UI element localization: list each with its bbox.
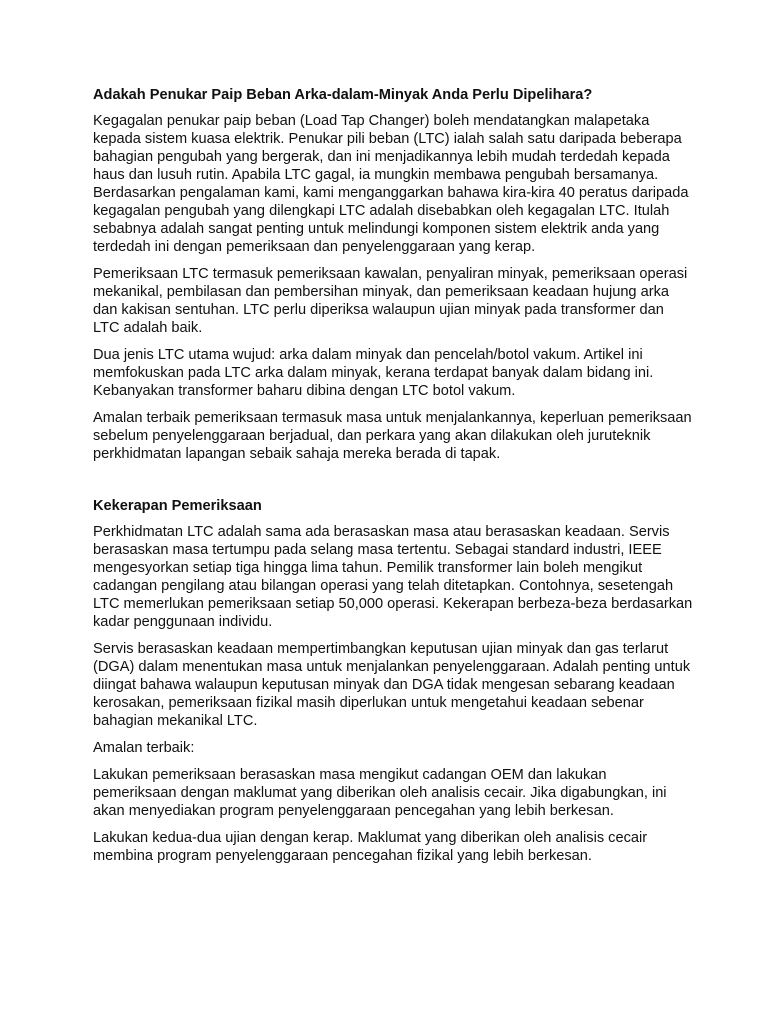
intro-paragraph-1: Kegagalan penukar paip beban (Load Tap Changer) boleh mendatangkan malapetaka kepada sistem kuasa elektrik. Penukar pili beban (LTC) ialah salah satu daripada beberapa bahagian pengubah yang bergerak, dan ini menjadikannya lebih mudah terdedah kepada haus dan lusuh rutin. Apabila LTC gagal, ia mungkin membawa pengubah bersamanya. Berdasarkan pengalaman kami, kami menganggarkan bahawa kira-kira 40 peratus daripada kegagalan pengubah yang dilengkapi LTC adalah disebabkan oleh kegagalan LTC. Itulah sebabnya adalah sangat penting untuk melindungi komponen sistem elektrik anda yang terdedah ini dengan pemeriksaan dan penyelenggaraan yang kerap. <box>93 113 689 255</box>
document-title: Adakah Penukar Paip Beban Arka-dalam-Minyak Anda Perlu Dipelihara? <box>93 87 593 103</box>
document-body <box>93 86 693 874</box>
intro-paragraph-4: Amalan terbaik pemeriksaan termasuk masa untuk menjalankannya, keperluan pemeriksaan sebelum penyelenggaraan berjadual, dan perkara yang akan dilakukan oleh juruteknik perkhidmatan lapangan sebaik sahaja mereka berada di tapak. <box>93 410 692 462</box>
section-paragraph-5: Lakukan kedua-dua ujian dengan kerap. Maklumat yang diberikan oleh analisis cecair membina program penyelenggaraan pencegahan fizikal yang lebih berkesan. <box>93 830 648 864</box>
section-paragraph-1: Perkhidmatan LTC adalah sama ada berasaskan masa atau berasaskan keadaan. Servis berasaskan masa tertumpu pada selang masa tertentu. Sebagai standard industri, IEEE mengesyorkan setiap tiga hingga lima tahun. Pemilik transformer lain boleh mengikut cadangan pengilang atau bilangan operasi yang telah ditetapkan. Contohnya, sesetengah LTC memerlukan pemeriksaan setiap 50,000 operasi. Kekerapan berbeza-beza berdasarkan kadar penggunaan individu. <box>93 524 693 630</box>
intro-paragraph-3: Dua jenis LTC utama wujud: arka dalam minyak dan pencelah/botol vakum. Artikel ini memfokuskan pada LTC arka dalam minyak, kerana terdapat banyak dalam bidang ini. Kebanyakan transformer baharu dibina dengan LTC botol vakum. <box>93 347 654 399</box>
section-paragraph-3: Amalan terbaik: <box>93 740 195 756</box>
section-heading: Kekerapan Pemeriksaan <box>93 498 262 514</box>
section-paragraph-2: Servis berasaskan keadaan mempertimbangkan keputusan ujian minyak dan gas terlarut (DGA) dalam menentukan masa untuk menjalankan penyelenggaraan. Adalah penting untuk diingat bahawa walaupun keputusan minyak dan DGA tidak mengesan sebarang keadaan kerosakan, pemeriksaan fizikal masih diperlukan untuk mengetahui keadaan sebenar bahagian mekanikal LTC. <box>93 641 691 729</box>
section-paragraph-4: Lakukan pemeriksaan berasaskan masa mengikut cadangan OEM dan lakukan pemeriksaan dengan maklumat yang diberikan oleh analisis cecair. Jika digabungkan, ini akan menyediakan program penyelenggaraan pencegahan yang lebih berkesan. <box>93 767 667 819</box>
intro-paragraph-2: Pemeriksaan LTC termasuk pemeriksaan kawalan, penyaliran minyak, pemeriksaan operasi mekanikal, pembilasan dan pembersihan minyak, dan pemeriksaan keadaan hujung arka dan kakisan sentuhan. LTC perlu diperiksa walaupun ujian minyak pada transformer dan LTC adalah baik. <box>93 266 688 336</box>
